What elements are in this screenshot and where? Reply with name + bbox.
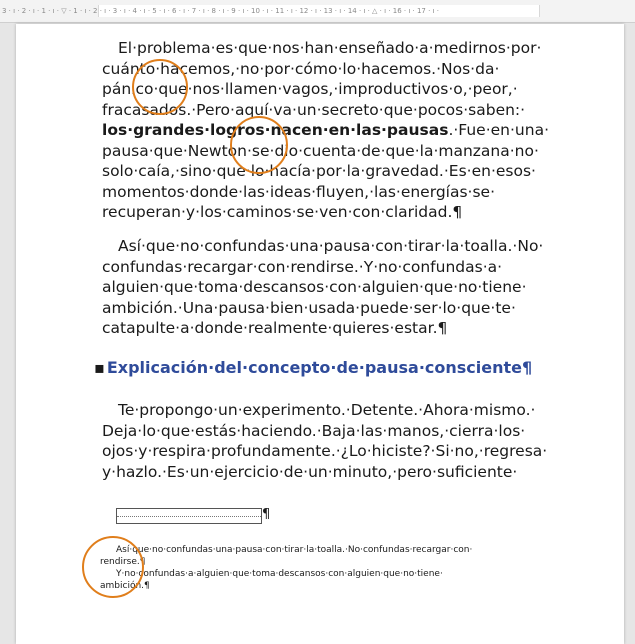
text-run: .·Fue·en·una· bbox=[448, 121, 550, 139]
heading-text: Explicación·del·concepto·de·pausa·consciente¶ bbox=[106, 358, 533, 377]
document-page[interactable] bbox=[16, 24, 624, 644]
bold-phrase: los·grandes·logros·nacen·en·las·pausas bbox=[102, 121, 449, 139]
paragraph-2[interactable] bbox=[102, 236, 572, 339]
text-line: cuánto·hacemos,·no·por·cómo·lo·hacemos.·Nos·da· bbox=[102, 59, 500, 78]
text-line: pánico·que·nos·llamen·vagos,·improductivos·o,·peor,· bbox=[102, 80, 518, 98]
text-line: ambición.·Una·pausa·bien·usada·puede·ser·lo·que·te· bbox=[102, 298, 516, 317]
text-line bbox=[102, 120, 572, 141]
text-line: confundas·recargar·con·rendirse.·Y·no·confundas·a· bbox=[102, 257, 503, 276]
text-line: pausa·que·Newton·se·dio·cuenta·de·que·la·manzana·no· bbox=[102, 141, 539, 160]
footnote-separator-box bbox=[116, 508, 262, 524]
text-line: ojos·y·respira·profundamente.·¿Lo·hiciste?·Si·no,·regresa· bbox=[102, 442, 548, 460]
text-line: y·hazlo.·Es·un·ejercicio·de·un·minuto,·pero·suficiente· bbox=[102, 462, 518, 481]
footnotes-area[interactable] bbox=[100, 544, 560, 592]
text-line: Deja·lo·que·estás·haciendo.·Baja·las·manos,·cierra·los· bbox=[102, 421, 526, 440]
text-line: fracasados.·Pero·aquí·va·un·secreto·que·pocos·saben:· bbox=[102, 100, 526, 119]
annotation-circle bbox=[82, 536, 144, 598]
horizontal-ruler[interactable] bbox=[0, 0, 635, 23]
annotation-circle bbox=[230, 116, 288, 174]
footnote-separator-line bbox=[117, 516, 261, 517]
text-line: Te·propongo·un·experimento.·Detente.·Ahora·mismo.· bbox=[118, 401, 536, 419]
section-heading[interactable] bbox=[94, 358, 574, 377]
footnote-1-line-2: rendirse.¶ bbox=[100, 557, 146, 567]
text-line: El·problema·es·que·nos·han·enseñado·a·medirnos·por· bbox=[118, 39, 542, 57]
annotation-circle bbox=[132, 59, 188, 115]
text-line: alguien·que·toma·descansos·con·alguien·que·no·tiene· bbox=[102, 278, 527, 296]
footnote-2-line-2: ambición.¶ bbox=[100, 581, 150, 591]
text-line: momentos·donde·las·ideas·fluyen,·las·energías·se· bbox=[102, 182, 496, 201]
text-line: Así·que·no·confundas·una·pausa·con·tirar·la·toalla.·No· bbox=[118, 237, 544, 255]
paragraph-3[interactable] bbox=[102, 400, 572, 482]
text-line: recuperan·y·los·caminos·se·ven·con·claridad.¶ bbox=[102, 203, 463, 221]
paragraph-mark: ¶ bbox=[262, 507, 271, 522]
text-line: catapulte·a·donde·realmente·quieres·estar.¶ bbox=[102, 319, 448, 337]
footnote-2-line-1: Y·no·confundas·a·alguien·que·toma·descansos·con·alguien·que·no·tiene· bbox=[116, 569, 443, 579]
ruler-scale: 3 · ı · 2 · ı · 1 · ı · ▽ · 1 · ı · 2 · ı · 3 · ı · 4 · ı · 5 · ı · 6 · ı · 7 · ı · 8 · ı · 9 · ı · 10 · ı · 11 · ı · 12 · ı · 13 · ı · 14 · ı · △ · ı · 16 · ı · 17 · ı · bbox=[2, 7, 439, 15]
text-line: solo·caía,·sino·que·lo·hacía·por·la·gravedad.·Es·en·esos· bbox=[102, 162, 536, 180]
heading-bullet-mark: ▪ bbox=[94, 358, 105, 377]
footnote-1-line-1: Así·que·no·confundas·una·pausa·con·tirar·la·toalla.·No·confundas·recargar·con· bbox=[116, 545, 473, 555]
